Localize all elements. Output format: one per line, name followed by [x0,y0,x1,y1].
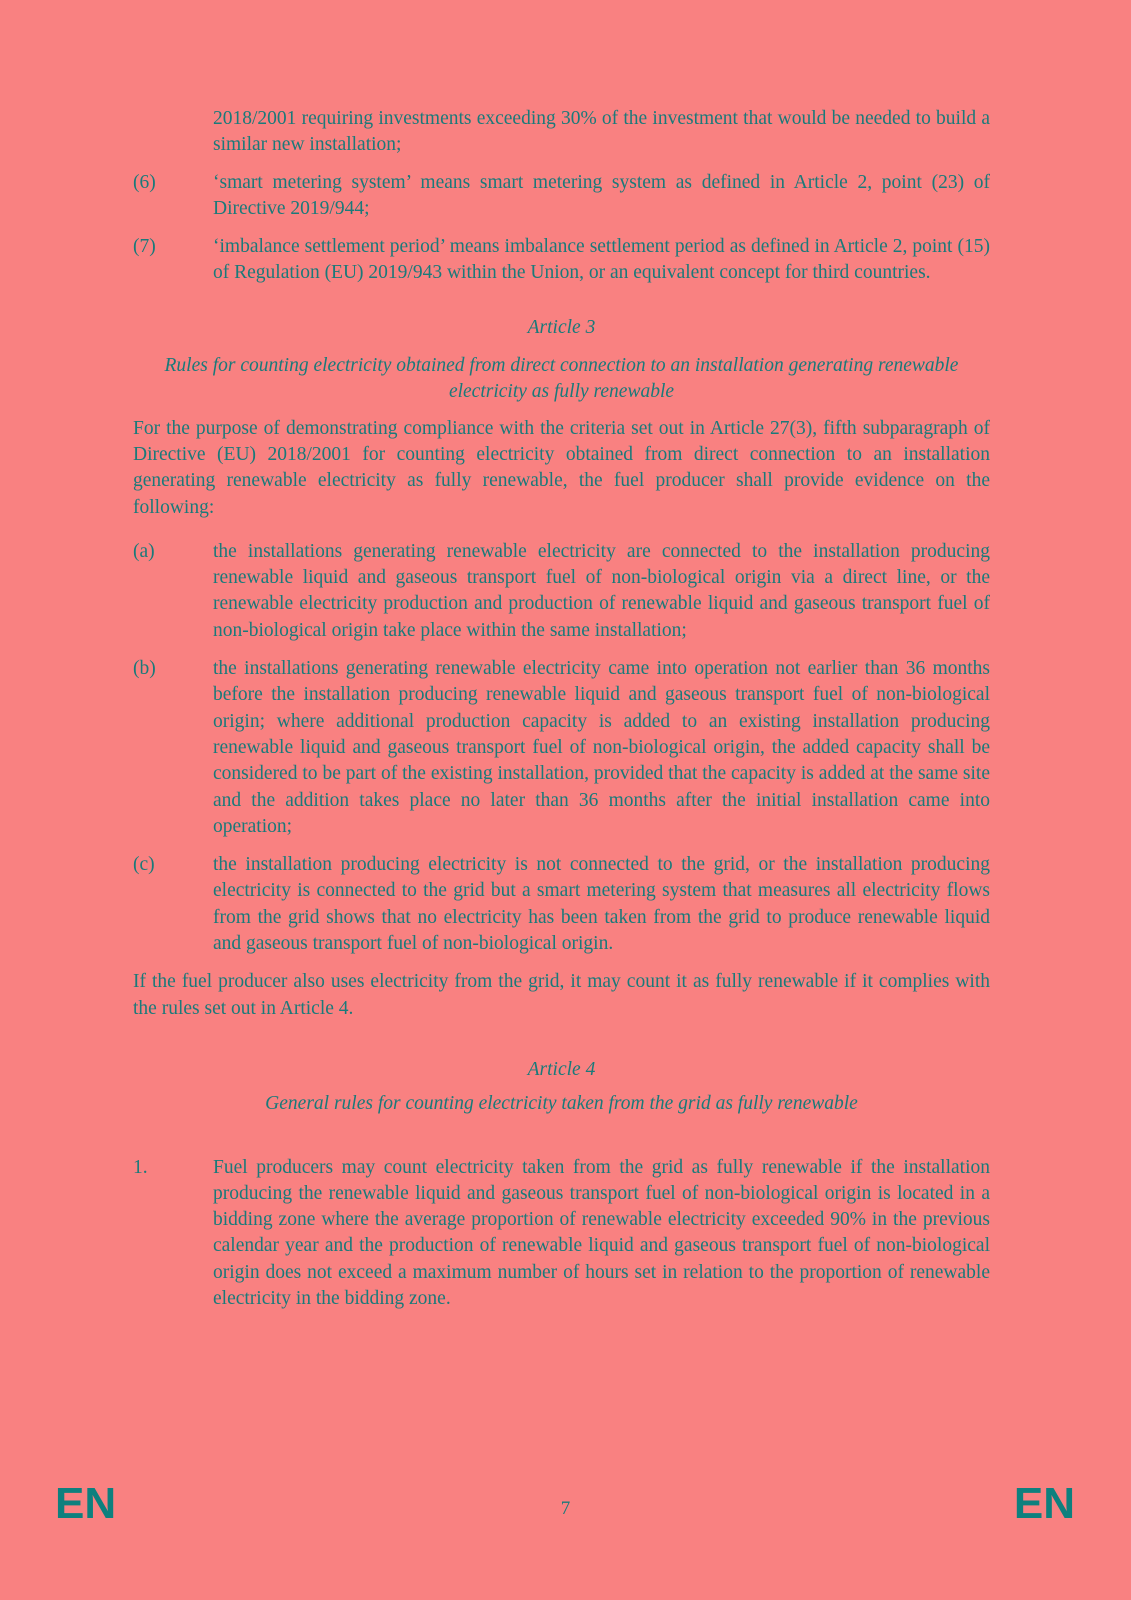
article-3-closing-paragraph: If the fuel producer also uses electricity from the grid, it may count it as fully renewable if it complies with the rules set out in Article 4. [133,971,990,1019]
article-3-item-b-text: the installations generating renewable electricity came into operation not earlier than 36 months before the installation producing renewable liquid and gaseous transport fuel of non-biological origin; where additional production capacity is added to an existing installation producing renewable liquid and gaseous transport fuel of non-biological origin, the added capacity shall be considered to be part of the existing installation, provided that the capacity is added at the same site and the addition takes place no later than 36 months after the initial installation came into operation; [213,658,990,837]
document-content [133,106,990,1324]
page-number: 7 [560,1498,571,1519]
article-4-item-1-label: 1. [133,1156,148,1178]
article-3-item-a-label: (a) [133,540,155,562]
definition-item-6-text: ‘smart metering system’ means smart metering system as defined in Article 2, point (23) of Directive 2019/944; [213,171,990,219]
definition-item-7 [133,234,990,287]
article-3-item-a [133,539,990,644]
article-3-item-b [133,656,990,840]
article-3-item-a-text: the installations generating renewable electricity are connected to the installation producing renewable liquid and gaseous transport fuel of non-biological origin via a direct line, or the renewable electricity production and production of renewable liquid and gaseous transport fuel of non-biological origin take place within the same installation; [213,540,990,641]
footer-language-left: EN [55,1479,117,1528]
definition-item-6 [133,170,990,223]
article-3-heading: Article 3 [527,316,596,338]
article-4-item-1 [133,1155,990,1313]
article-3-item-c [133,852,990,957]
definition-item-7-text: ‘imbalance settlement period’ means imbalance settlement period as defined in Article 2, point (15) of Regulation (EU) 2019/943 within the Union, or an equivalent concept for third countries. [213,236,990,284]
definition-item-6-label: (6) [133,171,156,193]
article-3-item-c-text: the installation producing electricity is not connected to the grid, or the installation producing electricity is connected to the grid but a smart metering system that measures all electricity flows from the grid shows that no electricity has been taken from the grid to produce renewable liquid and gaseous transport fuel of non-biological origin. [213,854,990,955]
article-4-subtitle: General rules for counting electricity taken from the grid as fully renewable [265,1093,858,1115]
article-3-intro-paragraph: For the purpose of demonstrating compliance with the criteria set out in Article 27(3), fifth subparagraph of Directive (EU) 2018/2001 for counting electricity obtained from direct connection to an installation generating renewable electricity as fully renewable, the fuel producer shall provide evidence on the following: [133,417,990,518]
article-3-subtitle: Rules for counting electricity obtained from direct connection to an installation generating renewable electricity as fully renewable [164,355,959,403]
footer-language-right: EN [1013,1479,1075,1528]
paragraph-continuation: 2018/2001 requiring investments exceeding 30% of the investment that would be needed to build a similar new installation; [213,108,990,156]
article-4-item-1-text: Fuel producers may count electricity taken from the grid as fully renewable if the installation producing the renewable liquid and gaseous transport fuel of non-biological origin is located in a bidding zone where the average proportion of renewable electricity exceeded 90% in the previous calendar year and the production of renewable liquid and gaseous transport fuel of non-biological origin does not exceed a maximum number of hours set in relation to the proportion of renewable electricity in the bidding zone. [213,1156,990,1309]
article-3-item-c-label: (c) [133,854,155,876]
article-3-item-b-label: (b) [133,658,156,680]
article-4-heading: Article 4 [527,1058,596,1080]
definition-item-7-label: (7) [133,236,156,258]
